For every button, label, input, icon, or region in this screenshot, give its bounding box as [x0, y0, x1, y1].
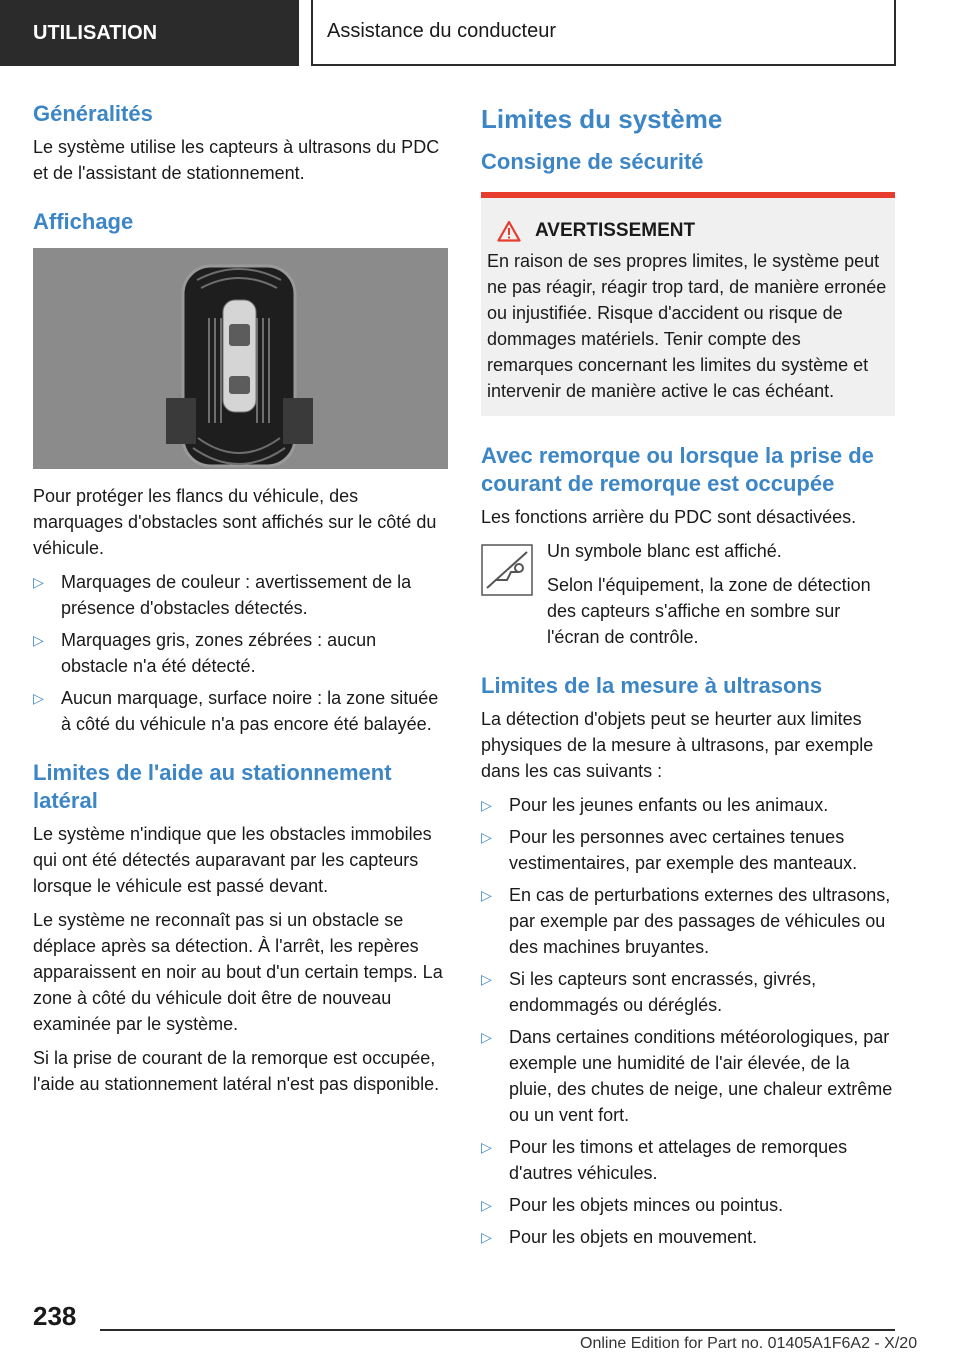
list-item: ▷ Pour les jeunes enfants ou les animaux.: [481, 792, 895, 818]
affichage-bullet-list: [33, 569, 448, 737]
list-item: ▷ Dans certaines conditions météorologiques, par exemple une humidité de l'air élevée, de la pluie, des chutes de neige, une chaleur extrême ou un vent fort.: [481, 1024, 895, 1128]
heading-consigne-securite: Consigne de sécurité: [481, 149, 704, 174]
heading-limites-systeme: Limites du système: [481, 104, 723, 134]
heading-mesure-ultrasons: Limites de la mesure à ultrasons: [481, 673, 823, 698]
section-label: UTILISATION: [0, 0, 299, 66]
generalites-text: Le système utilise les capteurs à ultrasons du PDC et de l'assistant de stationnement.: [33, 137, 440, 183]
triangle-bullet-icon: ▷: [481, 1197, 492, 1213]
warning-header: [487, 218, 889, 244]
affichage-intro: Pour protéger les flancs du véhicule, des marquages d'obstacles sont affichés sur le côté du véhicule.: [33, 486, 437, 558]
list-item: ▷ Pour les timons et attelages de remorques d'autres véhicules.: [481, 1134, 895, 1186]
page-footer: [0, 1296, 960, 1362]
heading-limites-aide: Limites de l'aide au stationnement latéral: [33, 760, 392, 813]
list-item: ▷ Aucun marquage, surface noire : la zone située à côté du véhicule n'a pas encore été balayée.: [33, 685, 448, 737]
symbol-text-2: Selon l'équipement, la zone de détection des capteurs s'affiche en sombre sur l'écran de contrôle.: [547, 575, 871, 647]
mesure-intro: La détection d'objets peut se heurter aux limites physiques de la mesure à ultrasons, par exemple dans les cas suivants :: [481, 709, 874, 781]
right-column: [481, 100, 895, 1266]
left-column: [33, 100, 448, 1105]
triangle-bullet-icon: ▷: [481, 797, 492, 813]
list-item: ▷ Si les capteurs sont encrassés, givrés, endommagés ou déréglés.: [481, 966, 895, 1018]
page-header: [0, 0, 960, 66]
heading-generalites: Généralités: [33, 101, 153, 126]
triangle-bullet-icon: ▷: [481, 971, 492, 987]
triangle-bullet-icon: ▷: [481, 887, 492, 903]
chapter-title: Assistance du conducteur: [311, 0, 896, 66]
list-item: ▷ Marquages gris, zones zébrées : aucun obstacle n'a été détecté.: [33, 627, 448, 679]
list-item: ▷ Pour les personnes avec certaines tenues vestimentaires, par exemple des manteaux.: [481, 824, 895, 876]
warning-box: [481, 192, 895, 416]
list-item: ▷ Pour les objets en mouvement.: [481, 1224, 895, 1250]
triangle-bullet-icon: ▷: [481, 829, 492, 845]
trailer-symbol-row: [481, 538, 895, 650]
list-item: ▷ Pour les objets minces ou pointus.: [481, 1192, 895, 1218]
heading-affichage: Affichage: [33, 209, 134, 234]
triangle-bullet-icon: ▷: [33, 632, 44, 648]
mesure-bullet-list: [481, 792, 895, 1250]
list-item: ▷ Marquages de couleur : avertissement de la présence d'obstacles détectés.: [33, 569, 448, 621]
heading-remorque: Avec remorque ou lorsque la prise de courant de remorque est occupée: [481, 443, 874, 496]
remorque-text: Les fonctions arrière du PDC sont désactivées.: [481, 507, 857, 527]
warning-triangle-icon: [497, 220, 521, 242]
list-item: ▷ En cas de perturbations externes des ultrasons, par exemple par des passages de véhicules ou des machines bruyantes.: [481, 882, 895, 960]
edition-note: Online Edition for Part no. 01405A1F6A2 - X/20: [580, 1335, 918, 1352]
limites-aide-paragraph: Si la prise de courant de la remorque est occupée, l'aide au stationnement latéral n'est pas disponible.: [33, 1048, 440, 1094]
page-number: 238: [33, 1301, 77, 1331]
triangle-bullet-icon: ▷: [481, 1229, 492, 1245]
warning-label: AVERTISSEMENT: [535, 220, 696, 241]
footer-divider: [100, 1329, 895, 1331]
triangle-bullet-icon: ▷: [481, 1029, 492, 1045]
parking-overview-image: [33, 248, 448, 469]
symbol-text-1: Un symbole blanc est affiché.: [547, 541, 782, 561]
limites-aide-paragraph: Le système ne reconnaît pas si un obstacle se déplace après sa détection. À l'arrêt, les repères apparaissent en noir au bout d'un certain temps. La zone à côté du véhicule doit être de nouveau examinée par le système.: [33, 910, 443, 1034]
triangle-bullet-icon: ▷: [481, 1139, 492, 1155]
triangle-bullet-icon: ▷: [33, 574, 44, 590]
triangle-bullet-icon: ▷: [33, 690, 44, 706]
parking-display-figure: [33, 248, 448, 469]
limites-aide-paragraph: Le système n'indique que les obstacles immobiles qui ont été détectés auparavant par les capteurs lorsque le véhicule est passé devant.: [33, 824, 432, 896]
warning-text: En raison de ses propres limites, le système peut ne pas réagir, réagir trop tard, de manière erronée ou injustifiée. Risque d'accident ou risque de dommages matériels. Tenir compte des remarques concernant les limites du système et intervenir de manière active le cas échéant.: [487, 251, 887, 401]
trailer-symbol-icon: [481, 544, 533, 596]
